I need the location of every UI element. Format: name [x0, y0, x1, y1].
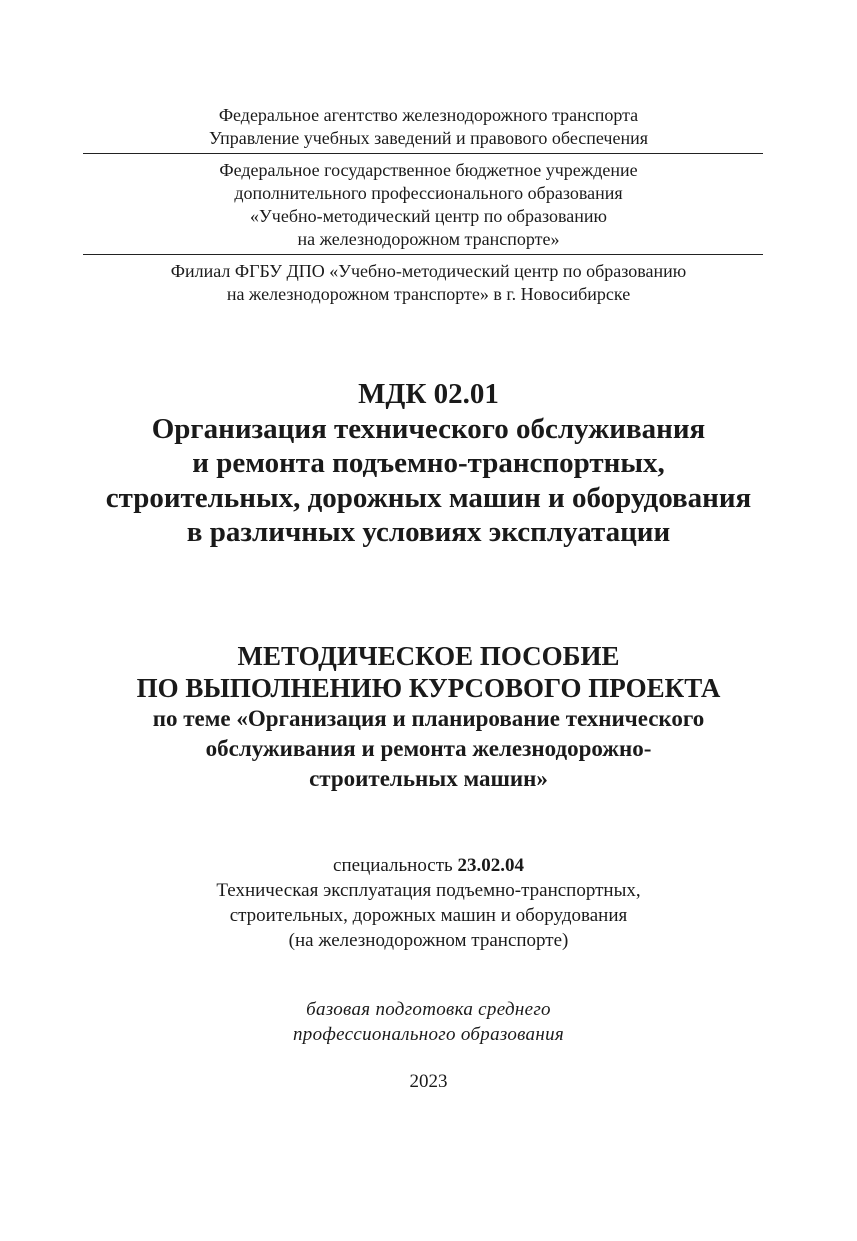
- manual-topic-line: по теме «Организация и планирование технического: [152, 706, 705, 731]
- course-title-line: строительных, дорожных машин и оборудования: [105, 481, 752, 514]
- header-divider-top: [83, 153, 763, 154]
- specialty-line: [0, 853, 857, 878]
- manual-topic-line: обслуживания и ремонта железнодорожно-: [205, 736, 652, 761]
- specialty-name-line: строительных, дорожных машин и оборудования: [229, 905, 628, 926]
- manual-topic-line: строительных машин»: [309, 766, 548, 791]
- education-level: [0, 997, 857, 1047]
- branch-line: Филиал ФГБУ ДПО «Учебно-методический центр по образованию: [170, 261, 687, 281]
- branch-header: [0, 260, 857, 306]
- specialty-name-line: (на железнодорожном транспорте): [288, 930, 569, 951]
- institution-line: Федеральное государственное бюджетное учреждение: [219, 160, 638, 180]
- specialty-info: [0, 853, 857, 953]
- manual-heading-line: ПО ВЫПОЛНЕНИЮ КУРСОВОГО ПРОЕКТА: [136, 673, 721, 703]
- course-title-line: в различных условиях эксплуатации: [186, 516, 671, 548]
- agency-header: [0, 104, 857, 150]
- manual-title: [0, 640, 857, 794]
- course-title: [0, 377, 857, 550]
- specialty-label: специальность: [333, 855, 458, 876]
- publication-year: 2023: [409, 1071, 448, 1092]
- education-level-line: базовая подготовка среднего: [306, 999, 551, 1020]
- institution-header: [0, 159, 857, 251]
- agency-line: Федеральное агентство железнодорожного транспорта: [218, 105, 639, 125]
- specialty-name-line: Техническая эксплуатация подъемно-транспортных,: [216, 880, 641, 901]
- education-level-line: профессионального образования: [292, 1024, 565, 1045]
- manual-heading-line: МЕТОДИЧЕСКОЕ ПОСОБИЕ: [237, 641, 620, 671]
- institution-line: на железнодорожном транспорте»: [297, 229, 560, 249]
- institution-line: дополнительного профессионального образования: [234, 183, 623, 203]
- course-code: МДК 02.01: [358, 378, 499, 410]
- institution-line: «Учебно-методический центр по образованию: [250, 206, 607, 226]
- header-divider-bottom: [83, 254, 763, 255]
- course-title-line: и ремонта подъемно-транспортных,: [192, 447, 665, 479]
- branch-line: на железнодорожном транспорте» в г. Новосибирске: [226, 284, 631, 304]
- course-title-line: Организация технического обслуживания: [151, 412, 706, 445]
- agency-department-line: Управление учебных заведений и правового обеспечения: [208, 128, 649, 148]
- specialty-code: 23.02.04: [457, 855, 524, 876]
